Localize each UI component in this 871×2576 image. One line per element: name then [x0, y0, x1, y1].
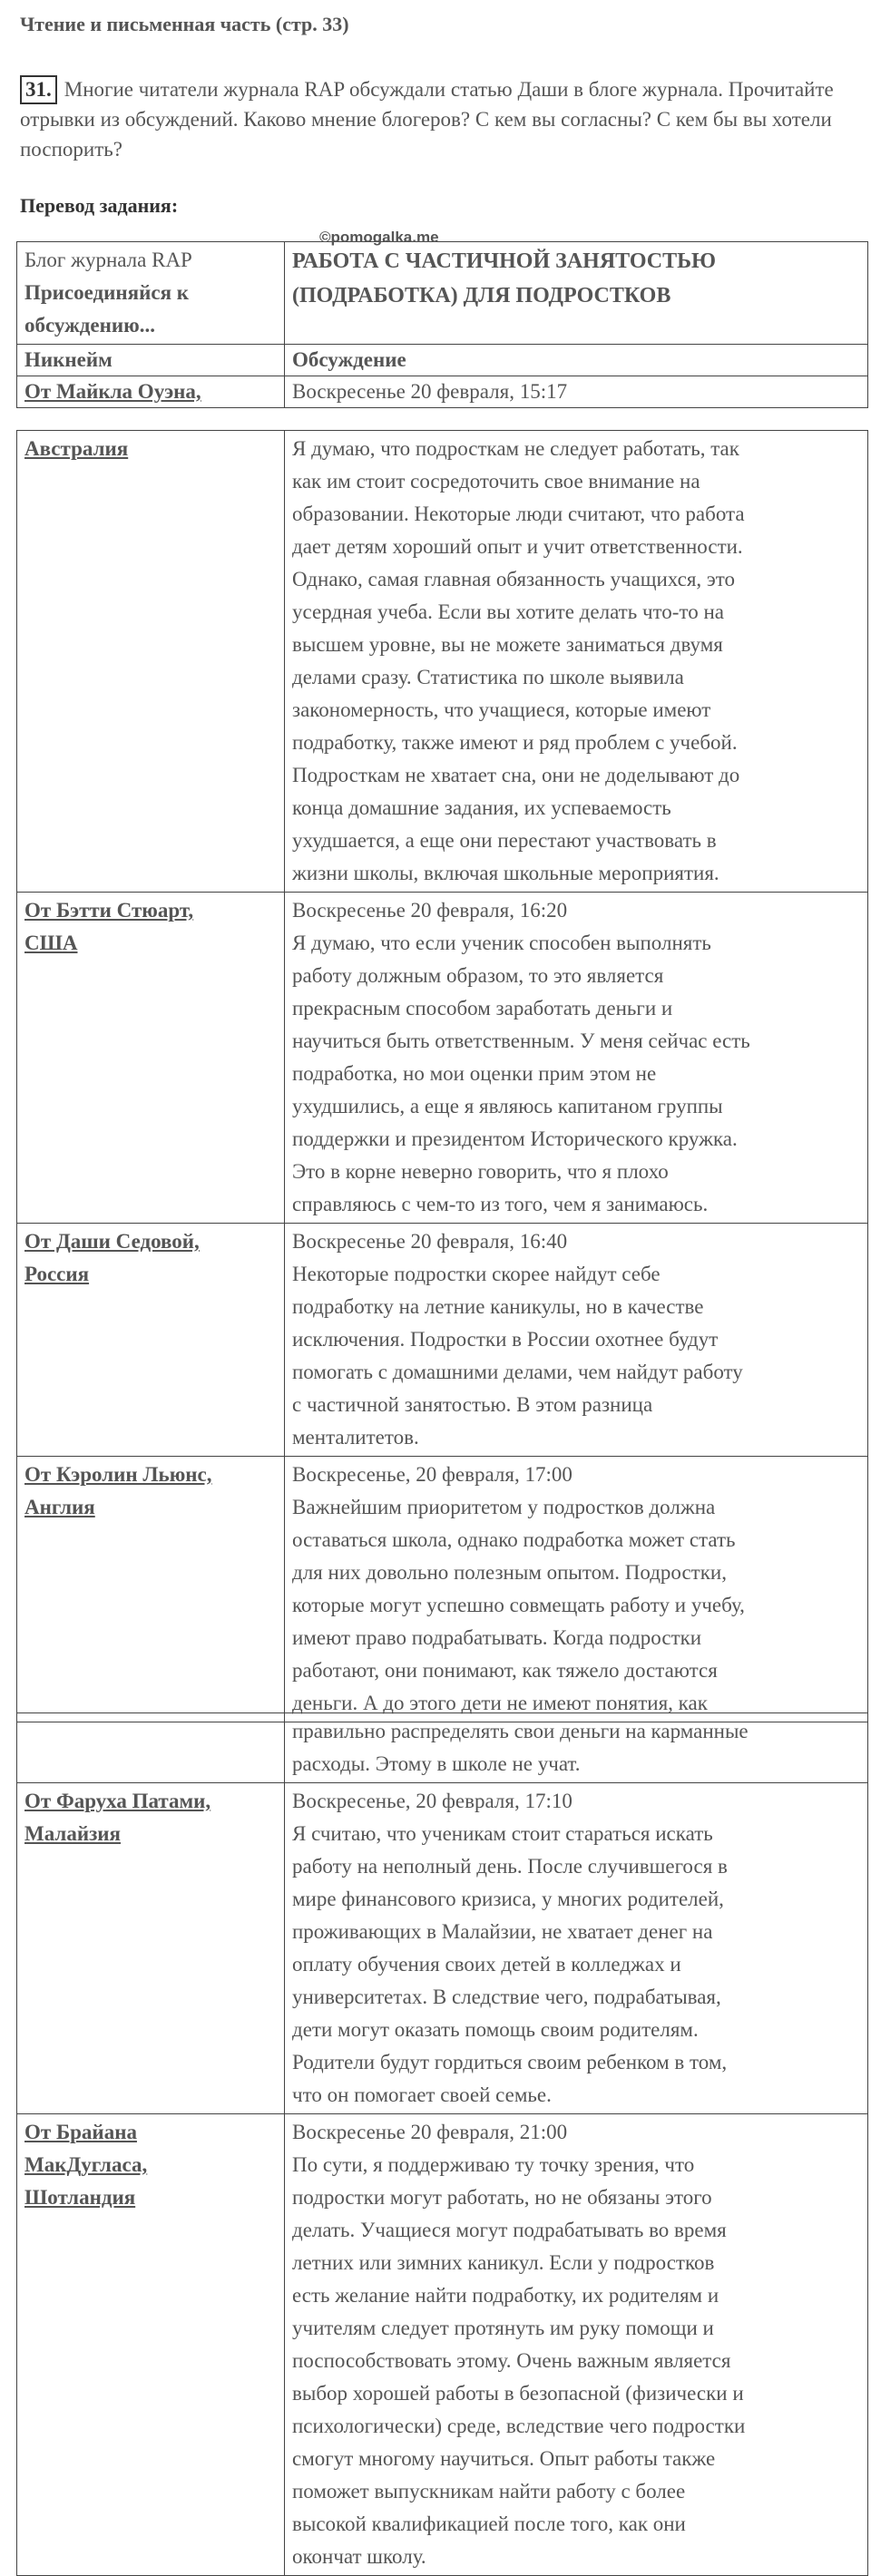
- empty-author-cell: [17, 1713, 285, 1783]
- author-cell[interactable]: [17, 2114, 285, 2576]
- post-text-line: с частичной занятостью. В этом разница: [292, 1393, 653, 1416]
- post-cell: [285, 1224, 868, 1457]
- blog-header-table: [16, 241, 868, 408]
- post-text-line: есть желание найти подработку, их родителям и: [292, 2284, 719, 2307]
- post-text-line: работу должным образом, то это является: [292, 964, 664, 987]
- post-text-line: окончат школу.: [292, 2545, 426, 2568]
- task-text: Многие читатели журнала RAP обсуждали статью Даши в блоге журнала. Прочитайте отрывки из обсуждений. Каково мнение блогеров? С кем вы согласны? С кем бы вы хотели поспорить?: [20, 78, 834, 161]
- post-text-line: мире финансового кризиса, у многих родителей,: [292, 1888, 724, 1910]
- post-date: Воскресенье 20 февраля, 16:40: [292, 1230, 568, 1253]
- post-date: Воскресенье 20 февраля, 16:20: [292, 899, 568, 922]
- post-text-line: усердная учеба. Если вы хотите делать что-то на: [292, 600, 724, 623]
- post-text-line: Родители будут гордиться своим ребенком в том,: [292, 2051, 728, 2073]
- post-text-line: Подросткам не хватает сна, они не доделывают до: [292, 764, 740, 786]
- post-text-line: оставаться школа, однако подработка может стать: [292, 1528, 736, 1551]
- author-cell[interactable]: [17, 893, 285, 1224]
- post-text-line: Я думаю, что если ученик способен выполнять: [292, 932, 711, 954]
- post-text-line: Некоторые подростки скорее найдут себе: [292, 1263, 661, 1285]
- author-name[interactable]: От Фаруха Патами,: [24, 1790, 211, 1812]
- post-text-line: как им стоит сосредоточить свое внимание на: [292, 470, 700, 493]
- blog-header-row: [17, 242, 868, 345]
- post-text-line: деньги. А до этого дети не имеют понятия, как: [292, 1692, 708, 1714]
- author-name[interactable]: От Бэтти Стюарт,: [24, 899, 194, 922]
- nickname-column-header: Никнейм: [17, 345, 285, 376]
- task-number: 31.: [20, 75, 57, 104]
- post-text-line: научиться быть ответственным. У меня сейчас есть: [292, 1029, 750, 1052]
- first-author-row: [17, 376, 868, 408]
- post-text-line: которые могут успешно совмещать работу и учебу,: [292, 1594, 745, 1616]
- post-text-line: правильно распределять свои деньги на карманные: [292, 1720, 749, 1742]
- post-text-line: проживающих в Малайзии, не хватает денег на: [292, 1920, 713, 1943]
- author-name[interactable]: Россия: [24, 1263, 90, 1285]
- post-text-line: ухудшается, а еще они перестают участвовать в: [292, 829, 717, 852]
- discussion-table-continued: [16, 1712, 868, 2576]
- post-text-line: исключения. Подростки в России охотнее будут: [292, 1328, 719, 1351]
- post-text-line: менталитетов.: [292, 1426, 419, 1449]
- author-name[interactable]: От Майкла Оуэна,: [17, 376, 285, 408]
- discussion-column-header: Обсуждение: [285, 345, 868, 376]
- post-cell: [285, 431, 868, 893]
- post-text-line: Однако, самая главная обязанность учащихся, это: [292, 568, 736, 590]
- post-row: [17, 431, 868, 893]
- post-text-line: летних или зимних каникул. Если у подростков: [292, 2251, 715, 2274]
- post-text-line: подработку, также имеют и ряд проблем с учебой.: [292, 731, 738, 754]
- discussion-table-continued-body: [17, 1713, 868, 2576]
- post-text-line: справляюсь с чем-то из того, чем я занимаюсь.: [292, 1193, 709, 1215]
- author-cell[interactable]: [17, 1457, 285, 1722]
- post-row: [17, 1457, 868, 1722]
- post-text-line: Важнейшим приоритетом у подростков должна: [292, 1496, 716, 1518]
- post-date: Воскресенье 20 февраля, 21:00: [292, 2121, 568, 2143]
- post-text-line: Я считаю, что ученикам стоит стараться искать: [292, 1822, 713, 1845]
- task-block: [20, 74, 837, 164]
- post-text-line: что он помогает своей семье.: [292, 2083, 552, 2106]
- post-text-line: ухудшились, а еще я являюсь капитаном группы: [292, 1095, 723, 1117]
- join-discussion-link[interactable]: Присоединяйся к обсуждению...: [24, 281, 190, 337]
- post-row: [17, 893, 868, 1224]
- post-text-line: высокой квалификацией после того, как они: [292, 2513, 686, 2535]
- author-name[interactable]: Малайзия: [24, 1822, 122, 1845]
- post-date: Воскресенье, 20 февраля, 17:10: [292, 1790, 573, 1812]
- post-cell: [285, 893, 868, 1224]
- post-cell: [285, 2114, 868, 2576]
- post-date: Воскресенье 20 февраля, 15:17: [285, 376, 868, 408]
- author-name[interactable]: США: [24, 932, 78, 954]
- continuation-row: [17, 1713, 868, 1783]
- author-name[interactable]: МакДугласа,: [24, 2153, 148, 2176]
- post-text-line: Это в корне неверно говорить, что я плохо: [292, 1160, 669, 1183]
- post-text-line: жизни школы, включая школьные мероприятия.: [292, 862, 719, 884]
- post-row: [17, 2114, 868, 2576]
- post-text-line: закономерность, что учащиеся, которые имеют: [292, 698, 711, 721]
- post-text-line: дети могут оказать помощь своим родителям.: [292, 2018, 699, 2041]
- post-text-line: делами сразу. Статистика по школе выявила: [292, 666, 684, 688]
- watermark: ©pomogalka.me: [319, 229, 439, 246]
- post-text-line: высшем уровне, вы не можете заниматься двумя: [292, 633, 723, 656]
- post-text-line: психологически) среде, вследствие чего подростки: [292, 2415, 746, 2437]
- post-text-line: делать. Учащиеся могут подрабатывать во время: [292, 2219, 727, 2241]
- discussion-table-body: [17, 431, 868, 1722]
- article-title: РАБОТА С ЧАСТИЧНОЙ ЗАНЯТОСТЬЮ (ПОДРАБОТКА) ДЛЯ ПОДРОСТКОВ: [292, 249, 717, 307]
- author-cell[interactable]: [17, 431, 285, 893]
- post-row: [17, 1783, 868, 2114]
- post-text-line: По сути, я поддерживаю ту точку зрения, что: [292, 2153, 695, 2176]
- post-text-line: учителям следует протянуть им руку помощи и: [292, 2317, 714, 2339]
- author-cell[interactable]: [17, 1783, 285, 2114]
- page-title: Чтение и письменная часть (стр. 33): [20, 13, 349, 35]
- post-text-line: для них довольно полезным опытом. Подростки,: [292, 1561, 727, 1584]
- blog-name: Блог журнала RAP: [24, 249, 192, 271]
- post-text-line: поспособствовать этому. Очень важным является: [292, 2349, 731, 2372]
- post-row: [17, 1224, 868, 1457]
- post-text-line: подростки могут работать, но не обязаны этого: [292, 2186, 712, 2209]
- post-date: Воскресенье, 20 февраля, 17:00: [292, 1463, 573, 1486]
- post-text-line: поддержки и президентом Исторического кружка.: [292, 1127, 738, 1150]
- post-text-line: помогать с домашними делами, чем найдут работу: [292, 1361, 743, 1383]
- post-text-line: подработку на летние каникулы, но в качестве: [292, 1295, 704, 1318]
- post-text-line: подработка, но мои оценки прим этом не: [292, 1062, 657, 1085]
- post-text-line: университетах. В следствие чего, подрабатывая,: [292, 1986, 721, 2008]
- author-name[interactable]: От Кэролин Льюнс,: [24, 1463, 212, 1486]
- post-text-line: конца домашние задания, их успеваемость: [292, 796, 671, 819]
- author-name[interactable]: Австралия: [24, 437, 129, 460]
- post-text-line: Я думаю, что подросткам не следует работать, так: [292, 437, 739, 460]
- post-text-line: дает детям хороший опыт и учит ответственности.: [292, 535, 743, 558]
- article-title-cell: [285, 242, 868, 345]
- post-text-line: оплату обучения своих детей в колледжах и: [292, 1953, 681, 1976]
- translation-heading: Перевод задания:: [20, 194, 179, 217]
- discussion-table: [16, 430, 868, 1722]
- post-text-line: работу на неполный день. После случившегося в: [292, 1855, 728, 1878]
- post-text-line: прекрасным способом заработать деньги и: [292, 997, 673, 1020]
- blog-info-cell: [17, 242, 285, 345]
- post-text-line: расходы. Этому в школе не учат.: [292, 1752, 581, 1775]
- post-text-line: смогут многому научиться. Опыт работы также: [292, 2447, 716, 2470]
- author-name[interactable]: От Даши Седовой,: [24, 1230, 200, 1253]
- post-text-line: поможет выпускникам найти работу с более: [292, 2480, 686, 2503]
- post-cell: [285, 1783, 868, 2114]
- column-header-row: [17, 345, 868, 376]
- post-text-line: имеют право подрабатывать. Когда подростки: [292, 1626, 702, 1649]
- author-cell[interactable]: [17, 1224, 285, 1457]
- author-name[interactable]: От Брайана: [24, 2121, 137, 2143]
- author-name[interactable]: Англия: [24, 1496, 95, 1518]
- continuation-cell: [285, 1713, 868, 1783]
- author-name[interactable]: Шотландия: [24, 2186, 136, 2209]
- post-text-line: работают, они понимают, как тяжело достаются: [292, 1659, 718, 1682]
- post-text-line: образовании. Некоторые люди считают, что работа: [292, 503, 745, 525]
- post-text-line: выбор хорошей работы в безопасной (физически и: [292, 2382, 744, 2405]
- post-cell: [285, 1457, 868, 1722]
